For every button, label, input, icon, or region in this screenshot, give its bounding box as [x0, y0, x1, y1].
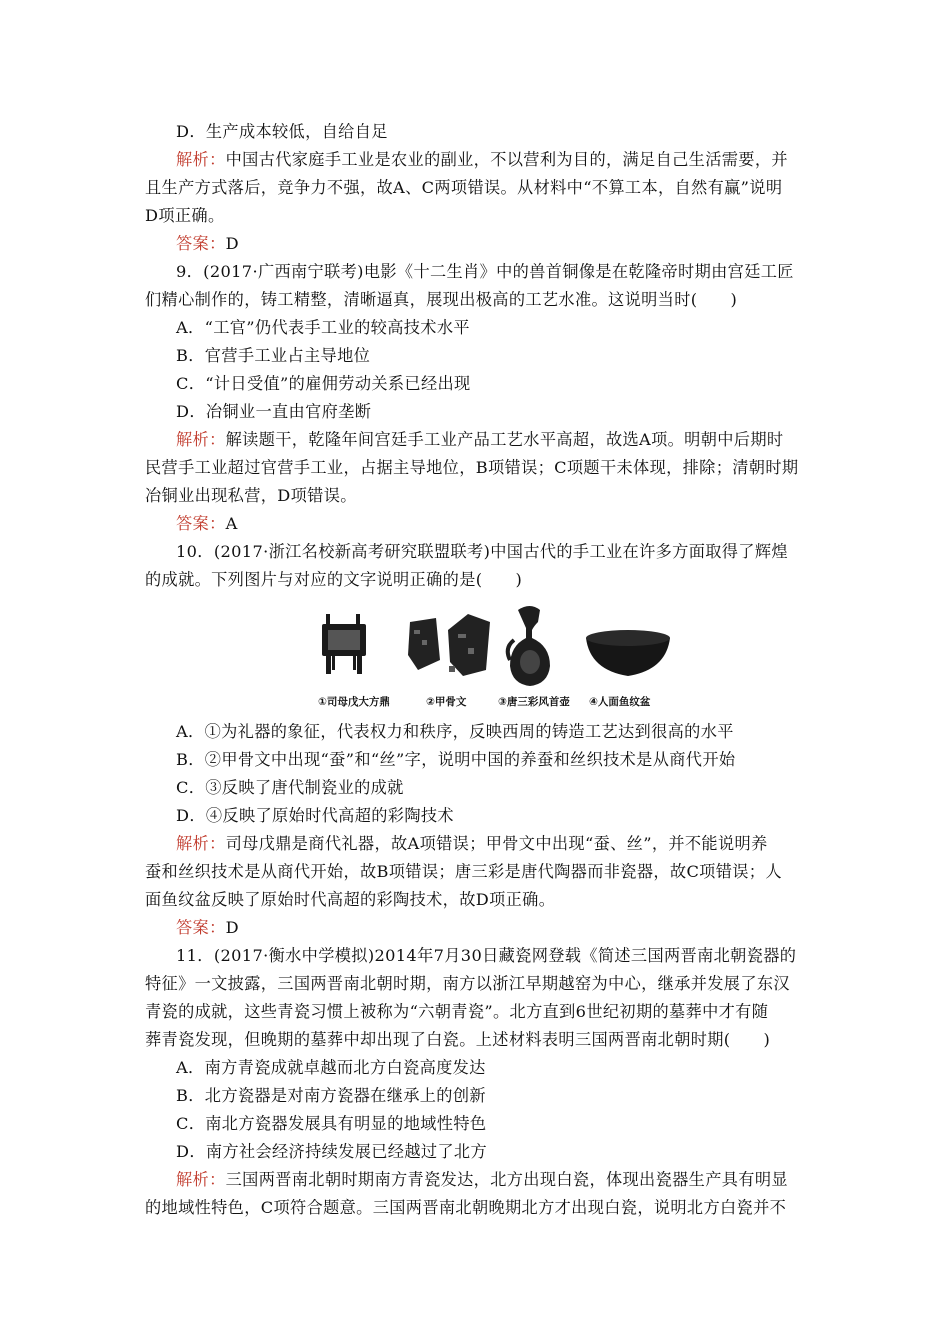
analysis-text: 解读题干，乾隆年间宫廷手工业产品工艺水平高超，故选A项。明朝中后期时	[225, 430, 784, 449]
ding-vessel-image	[322, 614, 366, 674]
option-a: A．①为礼器的象征，代表权力和秩序，反映西周的铸造工艺达到很高的水平	[176, 722, 734, 741]
caption-sancai-ewer: ③唐三彩风首壶	[498, 696, 570, 708]
option-d: D．冶铜业一直由官府垄断	[176, 402, 372, 421]
option-c: C．③反映了唐代制瓷业的成就	[176, 778, 404, 797]
analysis-label: 解析：	[176, 150, 226, 169]
analysis-label: 解析：	[176, 430, 226, 449]
question-stem: 9．(2017·广西南宁联考)电影《十二生肖》中的兽首铜像是在乾隆帝时期由宫廷工匠	[176, 262, 794, 281]
answer-value: D	[225, 234, 239, 253]
analysis-line	[176, 430, 836, 450]
answer-value: A	[225, 514, 238, 533]
analysis-line: 且生产方式落后，竞争力不强，故A、C两项错误。从材料中“不算工本，自然有赢”说明	[145, 178, 783, 197]
sancai-ewer-image	[508, 606, 550, 686]
option-b: B．官营手工业占主导地位	[176, 346, 371, 365]
analysis-text: 中国古代家庭手工业是农业的副业，不以营利为目的，满足自己生活需要，并	[225, 150, 788, 169]
analysis-line: 的地域性特色，C项符合题意。三国两晋南北朝晚期北方才出现白瓷，说明北方白瓷并不	[145, 1198, 787, 1217]
answer-line	[176, 918, 836, 938]
question-stem: 10．(2017·浙江名校新高考研究联盟联考)中国古代的手工业在许多方面取得了辉煌	[176, 542, 788, 561]
analysis-text: 司母戊鼎是商代礼器，故A项错误；甲骨文中出现“蚕、丝”，并不能说明养	[225, 834, 768, 853]
question-stem: 葬青瓷发现，但晚期的墓葬中却出现了白瓷。上述材料表明三国两晋南北朝时期( )	[145, 1030, 771, 1049]
option-b: B．北方瓷器是对南方瓷器在继承上的创新	[176, 1086, 486, 1105]
answer-label: 答案：	[176, 918, 226, 937]
analysis-line: 蚕和丝织技术是从商代开始，故B项错误；唐三彩是唐代陶器而非瓷器，故C项错误；人	[145, 862, 782, 881]
answer-label: 答案：	[176, 514, 226, 533]
analysis-line: 面鱼纹盆反映了原始时代高超的彩陶技术，故D项正确。	[145, 890, 556, 909]
artifacts-illustration	[318, 600, 673, 692]
analysis-label: 解析：	[176, 834, 226, 853]
analysis-line: 冶铜业出现私营，D项错误。	[145, 486, 357, 505]
caption-oracle-bone: ②甲骨文	[426, 696, 467, 708]
question-stem: 青瓷的成就，这些青瓷习惯上被称为“六朝青瓷”。北方直到6世纪初期的墓葬中才有随	[145, 1002, 769, 1021]
option-b: B．②甲骨文中出现“蚕”和“丝”字，说明中国的养蚕和丝织技术是从商代开始	[176, 750, 736, 769]
analysis-line: 民营手工业超过官营手工业，占据主导地位，B项错误；C项题干未体现，排除；清朝时期	[145, 458, 799, 477]
answer-line	[176, 514, 836, 534]
analysis-label: 解析：	[176, 1170, 226, 1189]
answer-line	[176, 234, 836, 254]
analysis-text: 三国两晋南北朝时期南方青瓷发达，北方出现白瓷，体现出瓷器生产具有明显	[225, 1170, 788, 1189]
question-stem: 的成就。下列图片与对应的文字说明正确的是( )	[145, 570, 523, 589]
analysis-line	[176, 150, 836, 170]
question-stem: 们精心制作的，铸工精整，清晰逼真，展现出极高的工艺水准。这说明当时( )	[145, 290, 738, 309]
caption-ding: ①司母戊大方鼎	[318, 696, 390, 708]
option-d: D．生产成本较低，自给自足	[176, 122, 388, 141]
option-a: A．南方青瓷成就卓越而北方白瓷高度发达	[176, 1058, 486, 1077]
analysis-line	[176, 1170, 836, 1190]
option-c: C．“计日受值”的雇佣劳动关系已经出现	[176, 374, 471, 393]
artifacts-figure	[318, 600, 673, 710]
oracle-bone-image	[408, 614, 490, 676]
option-d: D．④反映了原始时代高超的彩陶技术	[176, 806, 454, 825]
option-c: C．南北方瓷器发展具有明显的地域性特色	[176, 1114, 487, 1133]
question-stem: 特征》一文披露，三国两晋南北朝时期，南方以浙江早期越窑为中心，继承并发展了东汉	[145, 974, 790, 993]
answer-label: 答案：	[176, 234, 226, 253]
painted-basin-image	[586, 630, 670, 676]
option-a: A．“工官”仍代表手工业的较高技术水平	[176, 318, 470, 337]
option-d: D．南方社会经济持续发展已经越过了北方	[176, 1142, 488, 1161]
analysis-line: D项正确。	[145, 206, 225, 225]
analysis-line	[176, 834, 836, 854]
answer-value: D	[225, 918, 239, 937]
question-stem: 11．(2017·衡水中学模拟)2014年7月30日藏瓷网登载《简述三国两晋南北朝瓷器的	[176, 946, 797, 965]
caption-painted-basin: ④人面鱼纹盆	[589, 696, 651, 708]
